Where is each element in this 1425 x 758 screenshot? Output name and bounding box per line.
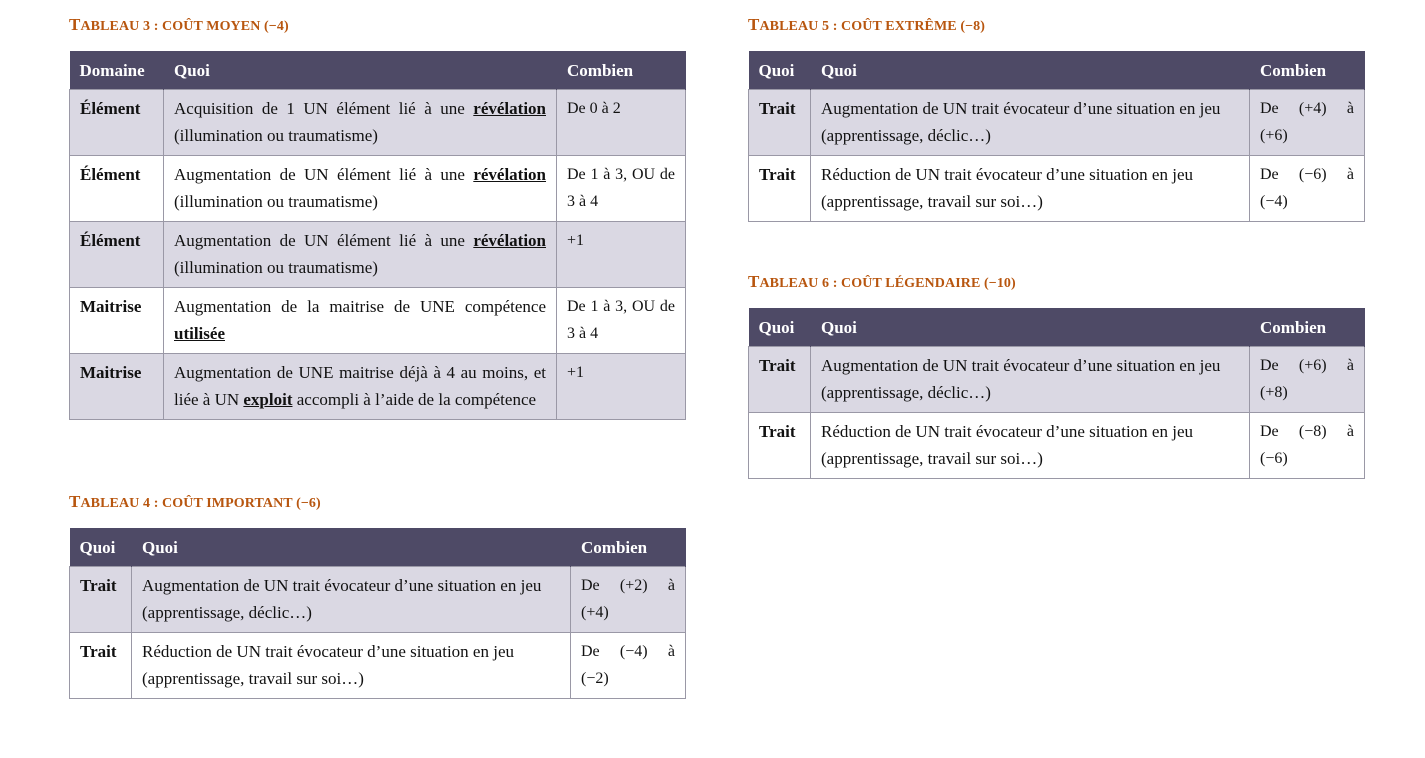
cell-quoi: Augmentation de UN élément lié à une révélation (illumination ou traumatisme) [164, 222, 557, 288]
cell-quoi: Augmentation de UNE maitrise déjà à 4 au moins, et liée à UN exploit accompli à l’aide de la compétence [164, 354, 557, 420]
cell-quoi-type: Trait [70, 567, 132, 633]
table-row [749, 90, 1365, 156]
cell-quoi-type: Trait [749, 90, 811, 156]
cell-quoi: Réduction de UN trait évocateur d’une situation en jeu (apprentissage, travail sur soi…) [811, 413, 1250, 479]
table-row [70, 288, 686, 354]
cell-quoi-type: Trait [749, 156, 811, 222]
table-header-row [749, 51, 1365, 90]
table-row [70, 90, 686, 156]
column-header-quoi: Quoi [132, 528, 571, 567]
cell-quoi: Réduction de UN trait évocateur d’une situation en jeu (apprentissage, travail sur soi…) [811, 156, 1250, 222]
column-header-combien: Combien [571, 528, 686, 567]
column-header-quoi: Quoi [811, 308, 1250, 347]
column-header-combien: Combien [557, 51, 686, 90]
table-row [70, 567, 686, 633]
tableau-6-table [748, 308, 1365, 479]
tableau-6-caption: TABLEAU 6 : COÛT LÉGENDAIRE (−10) [748, 272, 1016, 291]
emphasis-text: révélation [473, 99, 546, 118]
cell-quoi-type: Trait [749, 347, 811, 413]
emphasis-text: révélation [473, 165, 547, 184]
cell-combien: De 1 à 3, OU de 3 à 4 [557, 288, 686, 354]
column-header-combien: Combien [1250, 51, 1365, 90]
column-header-domaine: Domaine [70, 51, 164, 90]
emphasis-text: utilisée [174, 324, 225, 343]
cell-combien: De (+4) à (+6) [1250, 90, 1365, 156]
column-header-quoi: Quoi [164, 51, 557, 90]
cell-combien: De (−8) à (−6) [1250, 413, 1365, 479]
column-header-quoi: Quoi [749, 308, 811, 347]
tableau-3-table [69, 51, 686, 420]
tableau-4-caption: TABLEAU 4 : COÛT IMPORTANT (−6) [69, 492, 321, 511]
tableau-4 [69, 491, 686, 699]
tableau-4-table [69, 528, 686, 699]
table-header-row [749, 308, 1365, 347]
column-header-quoi: Quoi [70, 528, 132, 567]
tableau-5-caption: TABLEAU 5 : COÛT EXTRÊME (−8) [748, 15, 986, 34]
tableau-5 [748, 14, 1365, 222]
cell-domaine: Élément [70, 90, 164, 156]
cell-quoi: Augmentation de UN élément lié à une révélation (illumination ou traumatisme) [164, 156, 557, 222]
column-header-quoi: Quoi [811, 51, 1250, 90]
cell-domaine: Élément [70, 156, 164, 222]
tableau-6 [748, 271, 1365, 479]
cell-domaine: Maitrise [70, 354, 164, 420]
cell-combien: De (−4) à (−2) [571, 633, 686, 699]
cell-quoi: Réduction de UN trait évocateur d’une situation en jeu (apprentissage, travail sur soi…) [132, 633, 571, 699]
table-header-row [70, 528, 686, 567]
table-row [70, 633, 686, 699]
cell-quoi: Acquisition de 1 UN élément lié à une révélation (illumination ou traumatisme) [164, 90, 557, 156]
tableau-3 [69, 14, 686, 420]
tableau-5-table [748, 51, 1365, 222]
cell-combien: +1 [557, 354, 686, 420]
cell-combien: De (+2) à (+4) [571, 567, 686, 633]
cell-quoi: Augmentation de UN trait évocateur d’une situation en jeu (apprentissage, déclic…) [811, 90, 1250, 156]
cell-domaine: Maitrise [70, 288, 164, 354]
emphasis-text: exploit [243, 390, 293, 409]
table-row [70, 222, 686, 288]
table-row [70, 156, 686, 222]
cell-quoi: Augmentation de UN trait évocateur d’une situation en jeu (apprentissage, déclic…) [132, 567, 571, 633]
cell-combien: +1 [557, 222, 686, 288]
column-header-combien: Combien [1250, 308, 1365, 347]
table-row [749, 413, 1365, 479]
table-row [749, 347, 1365, 413]
cell-combien: De 0 à 2 [557, 90, 686, 156]
cell-quoi: Augmentation de la maitrise de UNE compétence utilisée [164, 288, 557, 354]
emphasis-text: révélation [473, 231, 547, 250]
tableau-3-caption: TABLEAU 3 : COÛT MOYEN (−4) [69, 15, 289, 34]
cell-quoi-type: Trait [749, 413, 811, 479]
column-header-quoi: Quoi [749, 51, 811, 90]
cell-quoi: Augmentation de UN trait évocateur d’une situation en jeu (apprentissage, déclic…) [811, 347, 1250, 413]
cell-combien: De (−6) à (−4) [1250, 156, 1365, 222]
cell-quoi-type: Trait [70, 633, 132, 699]
table-row [749, 156, 1365, 222]
cell-combien: De (+6) à (+8) [1250, 347, 1365, 413]
table-row [70, 354, 686, 420]
cell-combien: De 1 à 3, OU de 3 à 4 [557, 156, 686, 222]
cell-domaine: Élément [70, 222, 164, 288]
table-header-row [70, 51, 686, 90]
